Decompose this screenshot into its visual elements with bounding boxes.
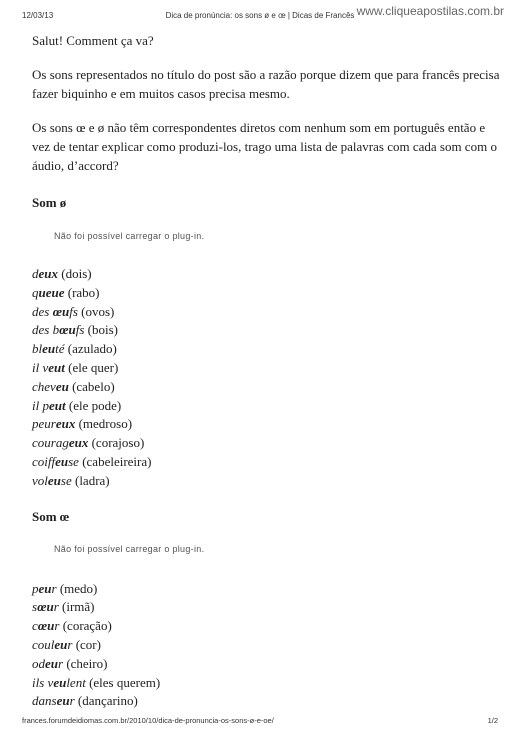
french-word (32, 285, 65, 300)
word-list-item (32, 453, 502, 472)
word-prefix: chev (32, 378, 56, 394)
plugin-error-message: Não foi possível carregar o plug-in. (54, 231, 205, 241)
word-suffix: fs (69, 303, 78, 319)
word-prefix: q (32, 284, 39, 300)
word-list-item (32, 284, 502, 303)
word-list-item (32, 378, 502, 397)
greeting: Salut! Comment ça va? (32, 33, 154, 48)
word-prefix: bl (32, 341, 43, 357)
sound-highlight: eu (53, 674, 67, 690)
sound-highlight: eux (55, 416, 76, 432)
page-header-date: 12/03/13 (22, 11, 54, 20)
word-suffix: té (55, 341, 65, 357)
word-list-som-o-slash (32, 265, 502, 491)
watermark: www.cliqueapostilas.com.br (356, 4, 504, 18)
french-word (32, 322, 84, 337)
word-list-item (32, 617, 502, 636)
page-footer-url: frances.forumdeidiomas.com.br/2010/10/dica-de-pronuncia-os-sons-ø-e-oe/ (22, 716, 274, 725)
section-heading-som-oe: Som œ (32, 508, 70, 524)
french-word (32, 675, 86, 690)
french-word (32, 398, 66, 413)
french-word (32, 599, 59, 614)
word-suffix: r (69, 693, 75, 709)
translation: (medo) (59, 580, 98, 596)
french-word (32, 360, 65, 375)
translation: (ele pode) (68, 397, 122, 413)
word-prefix: des b (32, 322, 60, 338)
sound-highlight: eu (45, 655, 58, 671)
page-number: 1/2 (487, 716, 498, 725)
word-prefix: peur (32, 416, 56, 432)
translation: (medroso) (78, 416, 133, 432)
article-body (32, 31, 502, 711)
plugin-error-message: Não foi possível carregar o plug-in. (54, 543, 205, 554)
word-prefix: d (32, 266, 39, 281)
word-suffix: lent (66, 674, 86, 690)
translation: (dançarino) (77, 693, 138, 709)
word-prefix: il p (32, 397, 49, 413)
word-list-item (32, 674, 502, 693)
sound-highlight: eu (47, 472, 61, 488)
french-word (32, 454, 79, 469)
word-prefix: il v (32, 359, 49, 375)
translation: (ele quer) (68, 359, 119, 375)
word-list-item (32, 340, 502, 359)
word-prefix: courag (32, 435, 69, 451)
translation: (cor) (75, 636, 101, 652)
french-word (32, 266, 58, 281)
translation: (dois) (61, 266, 92, 281)
sound-highlight: œu (52, 303, 70, 319)
sound-highlight: œu (37, 599, 54, 615)
section-heading-som-o-slash: Som ø (32, 195, 67, 210)
sound-highlight: eut (48, 359, 65, 375)
translation: (azulado) (67, 341, 117, 357)
sound-highlight: eu (54, 636, 68, 652)
word-suffix: r (54, 618, 60, 634)
translation: (ladra) (74, 472, 110, 488)
translation: (coração) (62, 618, 112, 634)
sound-highlight: eu (42, 341, 56, 357)
sound-highlight: eu (55, 453, 69, 469)
word-list-item (32, 580, 502, 599)
sound-highlight: eut (48, 397, 66, 413)
word-suffix: fs (75, 322, 85, 338)
translation: (cheiro) (66, 655, 108, 671)
word-list-item (32, 321, 502, 340)
translation: (irmã) (62, 599, 95, 615)
word-list-item (32, 415, 502, 434)
french-word (32, 341, 65, 356)
french-word (32, 435, 88, 450)
translation: (eles querem) (89, 674, 161, 690)
translation: (cabelo) (72, 378, 115, 394)
translation: (bois) (87, 322, 118, 338)
word-prefix: coiff (32, 453, 56, 469)
word-prefix: od (32, 655, 45, 671)
sound-highlight: eux (68, 435, 89, 451)
word-suffix: se (60, 472, 72, 488)
sound-highlight: eux (38, 266, 58, 281)
word-suffix: r (53, 599, 59, 615)
word-prefix: s (32, 599, 38, 615)
word-list-item (32, 359, 502, 378)
word-suffix: r (58, 655, 64, 671)
sound-highlight: eu (55, 378, 69, 394)
french-word (32, 693, 75, 708)
word-list-som-oe (32, 580, 502, 712)
word-list-item (32, 636, 502, 655)
word-list-item (32, 265, 502, 284)
sound-highlight: eu (38, 580, 52, 596)
french-word (32, 618, 59, 633)
paragraph-intro: Os sons representados no título do post são a razão porque dizem que para francês precisa fazer biquinho e em muitos casos precisa mesmo. (32, 67, 500, 101)
french-word (32, 304, 78, 319)
translation: (rabo) (67, 284, 100, 300)
french-word (32, 581, 57, 596)
word-prefix: c (32, 618, 38, 634)
page-header-title: Dica de pronúncia: os sons ø e œ | Dicas de Francês (165, 11, 355, 20)
word-list-item (32, 397, 502, 416)
translation: (corajoso) (91, 435, 145, 451)
word-list-item (32, 598, 502, 617)
french-word (32, 473, 72, 488)
french-word (32, 656, 63, 671)
french-word (32, 416, 75, 431)
word-prefix: vol (32, 472, 48, 488)
word-prefix: dans (32, 693, 57, 709)
word-suffix: se (68, 453, 79, 469)
word-prefix: ils v (32, 674, 54, 690)
sound-highlight: ueue (38, 284, 65, 300)
word-list-item (32, 303, 502, 322)
french-word (32, 379, 69, 394)
word-prefix: p (32, 580, 39, 596)
word-suffix: r (51, 580, 57, 596)
sound-highlight: œu (37, 618, 55, 634)
french-word (32, 637, 72, 652)
sound-highlight: œu (59, 322, 76, 338)
translation: (cabeleireira) (82, 453, 152, 469)
word-prefix: des (32, 303, 53, 319)
word-list-item (32, 692, 502, 711)
paragraph-explanation: Os sons œ e ø não têm correspondentes diretos com nenhum som em português então e vez de tentar explicar como produzi-los, trago uma lista de palavras com cada som com o áudio, d’accord? (32, 120, 497, 173)
word-list-item (32, 434, 502, 453)
word-suffix: r (67, 636, 73, 652)
translation: (ovos) (81, 303, 115, 319)
sound-highlight: eu (56, 693, 70, 709)
word-list-item (32, 472, 502, 491)
word-prefix: coul (32, 636, 55, 652)
word-list-item (32, 655, 502, 674)
